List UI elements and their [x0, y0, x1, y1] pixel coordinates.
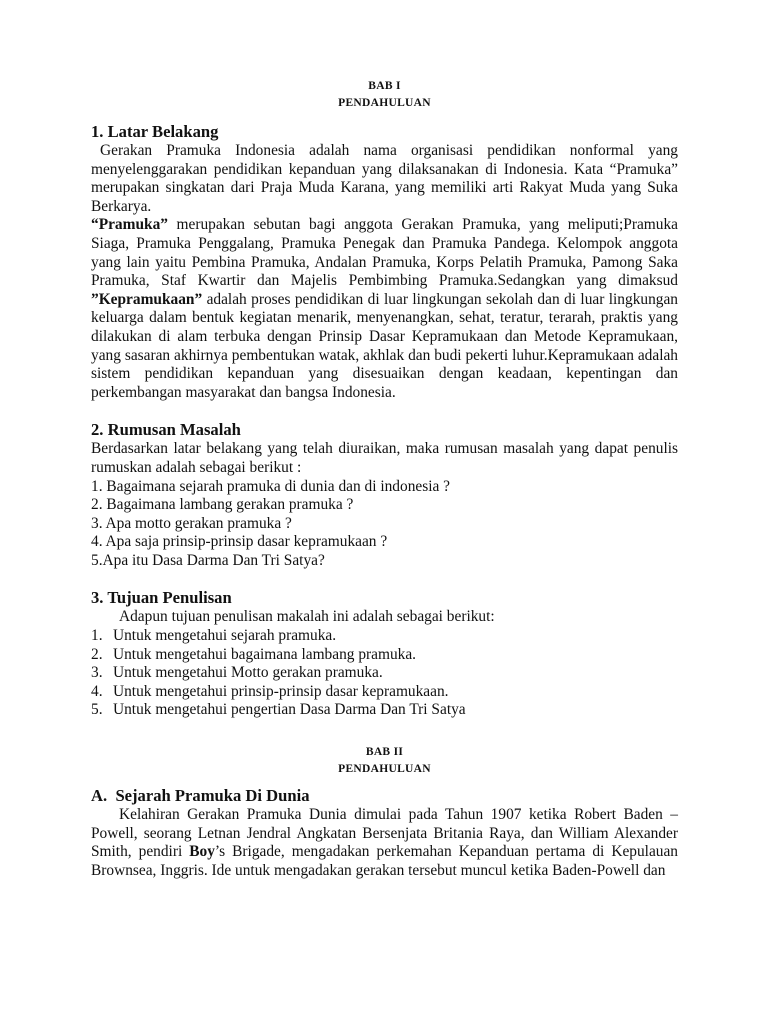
paragraph [91, 806, 678, 880]
document-page [91, 78, 678, 880]
paragraph-text: merupakan sebutan bagi anggota Gerakan Pramuka, yang meliputi;Pramuka Siaga, Pramuka Penggalang, Pramuka Penegak dan Pramuka Pandega. Kelompok anggota yang lain yaitu Pembina Pramuka, Andalan Pramuka, Korps Pelatih Pramuka, Pamong Saka Pramuka, Staf Kwartir dan Majelis Pembimbing Pramuka.Sedangkan yang dimaksud [91, 216, 678, 290]
section-number: 3. [91, 588, 104, 608]
section-heading-latar-belakang [91, 122, 678, 142]
section-heading-tujuan-penulisan [91, 588, 678, 608]
paragraph: Berdasarkan latar belakang yang telah diuraikan, maka rumusan masalah yang dapat penulis rumuskan adalah sebagai berikut : [91, 440, 678, 476]
list-number: 4. [91, 682, 103, 700]
list-number: 1. [91, 627, 103, 645]
list-text: Untuk mengetahui Motto gerakan pramuka. [113, 664, 383, 682]
paragraph-text: Kelahiran Gerakan Pramuka Dunia dimulai pada Tahun 1907 ketika Robert Baden – Powell, seorang Letnan Jendral Angkatan Bersenjata Britania Raya, dan William Alexander Smith, pendiri [91, 806, 678, 861]
list-number: 2. [91, 645, 103, 663]
list-item: 2. Bagaimana lambang gerakan pramuka ? [91, 496, 354, 514]
paragraph: Adapun tujuan penulisan makalah ini adalah sebagai berikut: [119, 608, 495, 626]
list-item: 5.Apa itu Dasa Darma Dan Tri Satya? [91, 551, 325, 569]
bold-term: ”Kepramukaan” [91, 290, 203, 308]
chapter-label: BAB I [368, 80, 401, 92]
section-number: A. [91, 786, 108, 806]
bold-term: Boy [189, 843, 215, 861]
list-number: 5. [91, 701, 103, 719]
list-text: Untuk mengetahui pengertian Dasa Darma Dan Tri Satya [113, 701, 466, 719]
list-number: 3. [91, 664, 103, 682]
list-text: Untuk mengetahui bagaimana lambang pramuka. [113, 645, 417, 663]
question-list [91, 478, 678, 571]
list-item: 3. Apa motto gerakan pramuka ? [91, 514, 292, 532]
paragraph: Gerakan Pramuka Indonesia adalah nama organisasi pendidikan nonformal yang menyelenggarakan pendidikan kepanduan yang dilaksanakan di Indonesia. Kata “Pramuka” merupakan singkatan dari Praja Muda Karana, yang memiliki arti Rakyat Muda yang Suka Berkarya. [91, 142, 678, 215]
list-item: 4. Apa saja prinsip-prinsip dasar kepramukaan ? [91, 533, 388, 551]
list-item [91, 646, 678, 665]
goal-list [91, 627, 678, 720]
list-item [91, 627, 678, 646]
section-heading-sejarah [91, 786, 678, 806]
section-title: Latar Belakang [107, 122, 219, 141]
section-number: 2. [91, 420, 104, 440]
list-item: 1. Bagaimana sejarah pramuka di dunia dan di indonesia ? [91, 477, 450, 495]
list-text: Untuk mengetahui prinsip-prinsip dasar kepramukaan. [113, 682, 449, 700]
section-title: Sejarah Pramuka Di Dunia [115, 786, 310, 806]
paragraph [91, 216, 678, 402]
section-heading-rumusan-masalah [91, 420, 678, 440]
paragraph-text: ’s Brigade, mengadakan perkemahan Kepanduan pertama di Kepulauan Brownsea, Inggris. Ide untuk mengadakan gerakan tersebut muncul ketika Baden-Powell dan [91, 843, 678, 879]
chapter-title: PENDAHULUAN [338, 97, 431, 109]
list-text: Untuk mengetahui sejarah pramuka. [113, 627, 337, 645]
section-number: 1. [91, 122, 104, 141]
section-title: Rumusan Masalah [107, 420, 241, 440]
chapter-title: PENDAHULUAN [338, 763, 431, 776]
list-item [91, 701, 678, 720]
bold-term: “Pramuka” [91, 216, 168, 234]
paragraph-text: adalah proses pendidikan di luar lingkungan sekolah dan di luar lingkungan keluarga dalam bentuk kegiatan menarik, menyenangkan, sehat, teratur, terarah, praktis yang dilakukan di alam terbuka dengan Prinsip Dasar Kepramukaan dan Metode Kepramukaan, yang sasaran akhirnya pembentukan watak, akhlak dan budi pekerti luhur.Kepramukaan adalah sistem pendidikan kepanduan yang disesuaikan dengan keadaan, kepentingan dan perkembangan masyarakat dan bangsa Indonesia. [91, 290, 678, 401]
section-title: Tujuan Penulisan [107, 588, 232, 608]
list-item [91, 683, 678, 702]
list-item [91, 664, 678, 683]
chapter-label: BAB II [365, 746, 404, 759]
